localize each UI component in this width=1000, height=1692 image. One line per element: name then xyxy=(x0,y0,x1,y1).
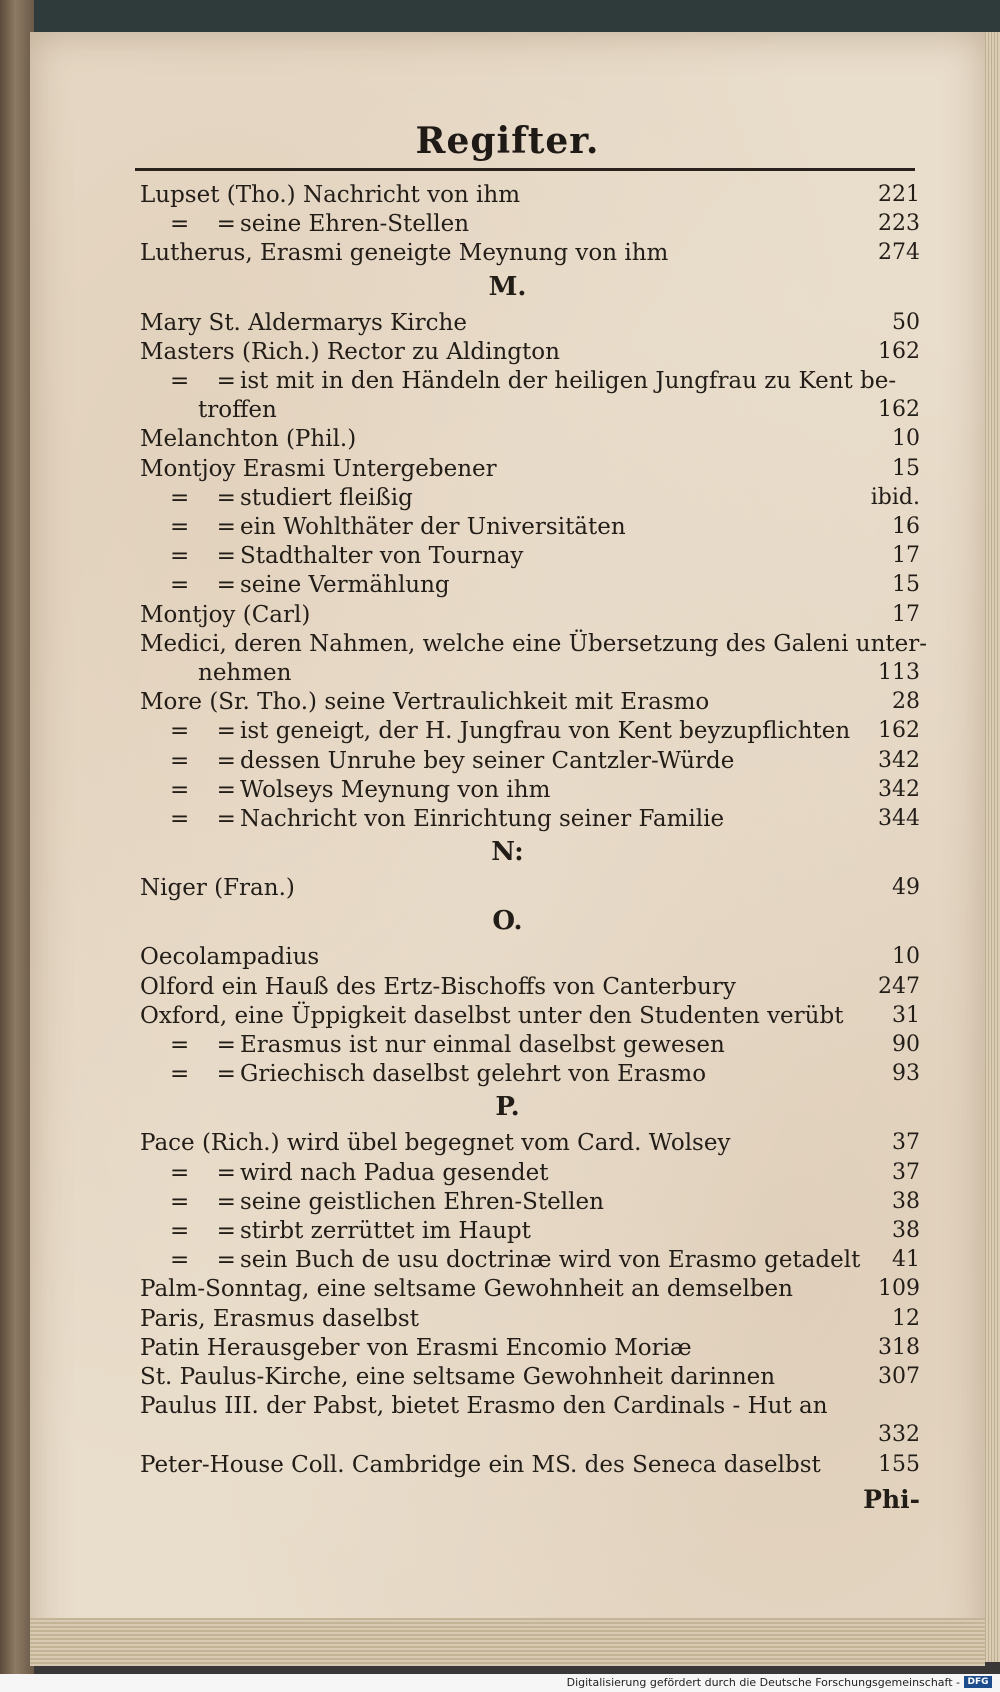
entry-page-number: 17 xyxy=(892,543,920,569)
entry-label: Nachricht von Einrichtung seiner Familie xyxy=(240,806,725,832)
entry-page-number: 16 xyxy=(892,514,920,539)
ditto-mark: = = xyxy=(170,484,246,511)
index-entry xyxy=(140,337,920,367)
entry-text xyxy=(140,687,709,717)
entry-label: Montjoy Erasmi Untergebener xyxy=(140,455,497,482)
entry-label: Wolseys Meynung von ihm xyxy=(240,776,551,803)
entry-page-number: 113 xyxy=(878,660,920,685)
entry-text xyxy=(140,337,560,367)
entry-label: seine Ehren-Stellen xyxy=(240,211,470,238)
entry-label: seine Vermählung xyxy=(240,572,450,599)
book-page xyxy=(30,32,985,1662)
section-letter: O. xyxy=(492,906,523,937)
index-entry xyxy=(140,873,920,903)
index-entry xyxy=(140,1450,920,1480)
entry-label: Oxford, eine Üppigkeit daselbst unter den Studenten verübt xyxy=(140,1002,844,1029)
section-letter: P. xyxy=(495,1092,520,1123)
entry-page-number: 37 xyxy=(892,1159,920,1185)
index-entry xyxy=(140,1001,920,1031)
entry-text xyxy=(140,1001,843,1031)
entry-label: ein Wohlthäter der Universitäten xyxy=(240,514,626,540)
index-entry xyxy=(140,600,920,630)
index-entry xyxy=(140,1216,920,1246)
entry-label: Masters (Rich.) Rector zu Aldington xyxy=(140,338,560,365)
entry-label: More (Sr. Tho.) seine Vertraulichkeit mit Erasmo xyxy=(140,689,710,716)
index-entry xyxy=(140,483,920,513)
entry-label: Erasmus ist nur einmal daselbst gewesen xyxy=(240,1032,725,1058)
ditto-mark: = = xyxy=(170,1061,246,1088)
entry-page-number: 342 xyxy=(878,776,920,802)
entry-text xyxy=(140,180,520,210)
entry-label: Medici, deren Nahmen, welche eine Übersetzung des Galeni unter- xyxy=(140,630,928,657)
section-letter: N: xyxy=(491,837,524,868)
entry-text xyxy=(140,1333,692,1363)
entry-label: Niger (Fran.) xyxy=(140,875,295,902)
ditto-mark: = = xyxy=(170,1032,246,1058)
entry-text xyxy=(140,873,295,903)
index-entry xyxy=(140,454,920,484)
entry-text xyxy=(140,600,310,630)
entry-label: stirbt zerrüttet im Haupt xyxy=(240,1218,531,1244)
ditto-mark: = = xyxy=(170,1218,246,1244)
header-rule xyxy=(135,168,915,171)
index-entry xyxy=(140,746,920,776)
entry-label: sein Buch de usu doctrinæ wird von Erasmo getadelt xyxy=(240,1247,861,1274)
entry-label: Pace (Rich.) wird übel begegnet vom Card. Wolsey xyxy=(140,1130,731,1157)
entry-page-number: 247 xyxy=(878,973,920,999)
entry-label: troffen xyxy=(198,397,277,424)
entry-page-number: 41 xyxy=(892,1247,920,1273)
entry-page-number: 10 xyxy=(892,944,920,970)
index-entry xyxy=(140,541,920,571)
ditto-mark: = = xyxy=(170,1247,246,1274)
entry-text xyxy=(170,804,724,834)
entry-label: ist mit in den Händeln der heiligen Jungfrau zu Kent be- xyxy=(240,368,897,394)
entry-label: studiert fleißig xyxy=(240,484,413,511)
ditto-mark: = = xyxy=(170,211,246,238)
entry-text xyxy=(170,1187,604,1217)
index-entry xyxy=(140,1274,920,1304)
entry-label: Paulus III. der Pabst, bietet Erasmo den Cardinals - Hut an xyxy=(140,1393,828,1420)
entry-label: dessen Unruhe bey seiner Cantzler-Würde xyxy=(240,747,735,774)
entry-page-number: 162 xyxy=(878,397,920,423)
entry-page-number: 50 xyxy=(892,309,920,335)
ditto-mark: = = xyxy=(170,543,246,570)
index-entry xyxy=(140,942,920,972)
entry-page-number: 10 xyxy=(892,426,920,452)
entry-text xyxy=(170,209,469,239)
entry-page-number: 93 xyxy=(892,1061,920,1087)
index-entry xyxy=(140,395,920,425)
index-entry xyxy=(140,716,920,746)
entry-page-number: 162 xyxy=(878,718,920,744)
entry-page-number: 332 xyxy=(878,1422,920,1448)
index-entry xyxy=(140,308,920,338)
entry-page-number: 15 xyxy=(892,572,920,598)
entry-text xyxy=(140,1391,828,1421)
index-entry xyxy=(140,1420,920,1450)
index-entry xyxy=(140,1304,920,1334)
index-entry xyxy=(140,1333,920,1363)
entry-text xyxy=(140,942,319,972)
index-entry xyxy=(140,629,928,659)
entry-page-number: 274 xyxy=(878,240,920,266)
index-entry xyxy=(140,570,920,600)
entry-page-number: 109 xyxy=(878,1276,920,1302)
ditto-mark: = = xyxy=(170,1159,246,1186)
index-entry xyxy=(140,658,920,688)
index-entry xyxy=(140,687,920,717)
entry-text xyxy=(140,238,668,268)
entry-text xyxy=(170,1158,548,1188)
ditto-mark: = = xyxy=(170,572,246,599)
index-entry xyxy=(140,775,920,805)
entry-text xyxy=(170,716,850,746)
entry-text xyxy=(170,746,734,776)
entry-page-number: 28 xyxy=(892,689,920,715)
index-entry xyxy=(140,238,920,268)
index-entry xyxy=(140,1158,920,1188)
footer-credit: Digitalisierung gefördert durch die Deutsche Forschungsgemeinschaft - xyxy=(566,1676,960,1689)
ditto-mark: = = xyxy=(170,806,246,832)
entry-label: Griechisch daselbst gelehrt von Erasmo xyxy=(240,1061,707,1088)
book-spine xyxy=(0,0,34,1692)
entry-text xyxy=(140,1128,730,1158)
ditto-mark: = = xyxy=(170,776,246,803)
ditto-mark: = = xyxy=(170,1188,246,1215)
section-letter: M. xyxy=(488,271,527,302)
entry-text xyxy=(140,454,497,484)
entry-text xyxy=(170,366,896,396)
entry-page-number: 15 xyxy=(892,455,920,481)
index-entry xyxy=(140,366,920,396)
entry-label: Lutherus, Erasmi geneigte Meynung von ihm xyxy=(140,240,669,267)
index-entry xyxy=(140,209,920,239)
index-entry xyxy=(140,512,920,542)
entry-text xyxy=(198,395,277,425)
entry-label: Olford ein Hauß des Ertz-Bischoffs von Canterbury xyxy=(140,973,736,1000)
entry-text xyxy=(140,629,927,659)
entry-text xyxy=(170,483,413,513)
entry-text xyxy=(140,1450,821,1480)
index-entry xyxy=(140,1128,920,1158)
entry-label: Lupset (Tho.) Nachricht von ihm xyxy=(140,182,521,208)
entry-page-number: 307 xyxy=(878,1364,920,1389)
entry-text xyxy=(140,1274,793,1304)
entry-page-number: ibid. xyxy=(870,484,920,510)
ditto-mark: = = xyxy=(170,368,246,394)
entry-page-number: 318 xyxy=(878,1334,920,1360)
entry-page-number: 12 xyxy=(892,1305,920,1331)
index-entry xyxy=(140,1030,920,1060)
entry-page-number: 223 xyxy=(878,211,920,237)
index-entry xyxy=(140,1245,920,1275)
entry-text xyxy=(198,658,291,688)
entry-page-number: 221 xyxy=(878,182,920,207)
catchword: Phi- xyxy=(863,1484,920,1514)
entry-label: Melanchton (Phil.) xyxy=(140,426,357,453)
entry-text xyxy=(170,1216,531,1246)
index-entry xyxy=(140,1391,920,1421)
entry-label: Montjoy (Carl) xyxy=(140,601,311,628)
entry-label: wird nach Padua gesendet xyxy=(240,1159,549,1186)
entry-page-number: 17 xyxy=(892,601,920,627)
entry-text xyxy=(170,1059,706,1089)
entry-page-number: 49 xyxy=(892,875,920,901)
entry-page-number: 90 xyxy=(892,1032,920,1057)
entry-text xyxy=(140,972,736,1002)
entry-page-number: 38 xyxy=(892,1218,920,1243)
ditto-mark: = = xyxy=(170,514,246,540)
ditto-mark: = = xyxy=(170,718,246,745)
entry-label: seine geistlichen Ehren-Stellen xyxy=(240,1188,604,1215)
index-entry xyxy=(140,180,920,210)
dfg-logo: DFG xyxy=(964,1676,992,1688)
entry-label: Paris, Erasmus daselbst xyxy=(140,1305,419,1332)
entry-page-number: 162 xyxy=(878,338,920,364)
entry-page-number: 342 xyxy=(878,747,920,773)
entry-label: Patin Herausgeber von Erasmi Encomio Moriæ xyxy=(140,1334,692,1361)
entry-text xyxy=(140,424,356,454)
entry-label: St. Paulus-Kirche, eine seltsame Gewohnheit darinnen xyxy=(140,1364,776,1390)
entry-page-number: 31 xyxy=(892,1002,920,1028)
entry-label: ist geneigt, der H. Jungfrau von Kent beyzupflichten xyxy=(240,718,851,745)
entry-page-number: 38 xyxy=(892,1188,920,1214)
entry-text xyxy=(140,1304,419,1334)
entry-text xyxy=(170,541,523,571)
entry-label: Peter-House Coll. Cambridge ein MS. des Seneca daselbst xyxy=(140,1451,821,1478)
index-entry xyxy=(140,1362,920,1392)
entry-label: nehmen xyxy=(198,660,292,686)
entry-text xyxy=(170,775,550,805)
page-header: Regifter. xyxy=(415,120,600,162)
index-entry xyxy=(140,1059,920,1089)
index-entry xyxy=(140,1187,920,1217)
entry-text xyxy=(170,512,626,542)
entry-page-number: 155 xyxy=(878,1451,920,1477)
entry-label: Mary St. Aldermarys Kirche xyxy=(140,309,467,336)
page-stack-edge-bottom xyxy=(30,1618,985,1666)
entry-page-number: 344 xyxy=(878,806,920,831)
entry-page-number: 37 xyxy=(892,1130,920,1156)
entry-label: Palm-Sonntag, eine seltsame Gewohnheit an demselben xyxy=(140,1276,793,1303)
entry-text xyxy=(170,1030,725,1060)
entry-text xyxy=(140,308,467,338)
index-entry xyxy=(140,424,920,454)
index-entry xyxy=(140,972,920,1002)
ditto-mark: = = xyxy=(170,747,246,774)
entry-text xyxy=(170,1245,860,1275)
entry-text xyxy=(170,570,450,600)
entry-text xyxy=(140,1362,775,1392)
entry-label: Oecolampadius xyxy=(140,944,320,971)
index-entry xyxy=(140,804,920,834)
entry-label: Stadthalter von Tournay xyxy=(240,543,524,570)
